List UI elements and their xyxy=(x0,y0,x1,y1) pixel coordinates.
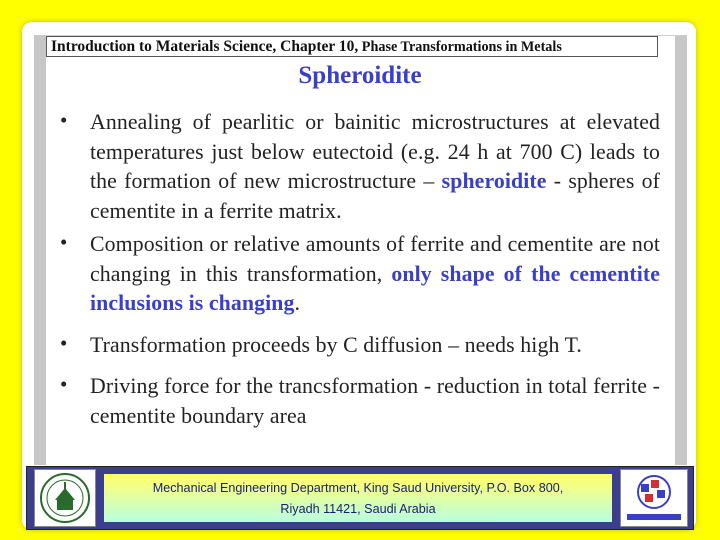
bullet-text xyxy=(90,108,660,226)
bullet-item xyxy=(60,372,660,431)
bullet-marker: • xyxy=(60,372,68,396)
bullet-marker: • xyxy=(60,230,68,254)
bullet-list xyxy=(60,108,660,431)
bullet-text-part: . xyxy=(294,291,301,315)
course-header-chapter: Phase Transformations in Metals xyxy=(358,39,562,55)
bullet-text-part: Composition or relative amounts of ferrite and cementite are not changing in this transformation, xyxy=(90,232,660,286)
footer-address xyxy=(104,474,612,522)
bullet-text: Driving force for the trancsformation - reduction in total ferrite - cementite boundary area xyxy=(90,374,660,428)
footer-address-line2: Riyadh 11421, Saudi Arabia xyxy=(280,502,436,516)
department-logo-icon xyxy=(620,469,688,527)
course-header-main: Introduction to Materials Science, Chapter 10, xyxy=(51,38,359,55)
course-header xyxy=(46,36,658,57)
university-logo-icon xyxy=(34,469,96,527)
bullet-item xyxy=(60,230,660,319)
bullet-text: Transformation proceeds by C diffusion – needs high T. xyxy=(90,332,582,357)
slide-title: Spheroidite xyxy=(298,62,422,89)
bullet-item xyxy=(60,331,660,361)
bullet-text xyxy=(90,230,660,319)
highlight-term: only shape of the cementite inclusions is changing xyxy=(90,261,660,315)
bullet-marker: • xyxy=(60,108,68,132)
bullet-text-part: Annealing of pearlitic or bainitic microstructures at elevated temperatures just below eutectoid (e.g. 24 h at 700 C) leads to the formation of new microstructure – xyxy=(90,110,660,193)
highlight-term: spheroidite xyxy=(441,169,547,193)
bullet-text-part: - spheres of cementite in a ferrite matrix. xyxy=(90,169,661,223)
footer-address-line1: Mechanical Engineering Department, King Saud University, P.O. Box 800, xyxy=(152,481,564,495)
bullet-item xyxy=(60,108,660,226)
bullet-marker: • xyxy=(60,330,68,355)
